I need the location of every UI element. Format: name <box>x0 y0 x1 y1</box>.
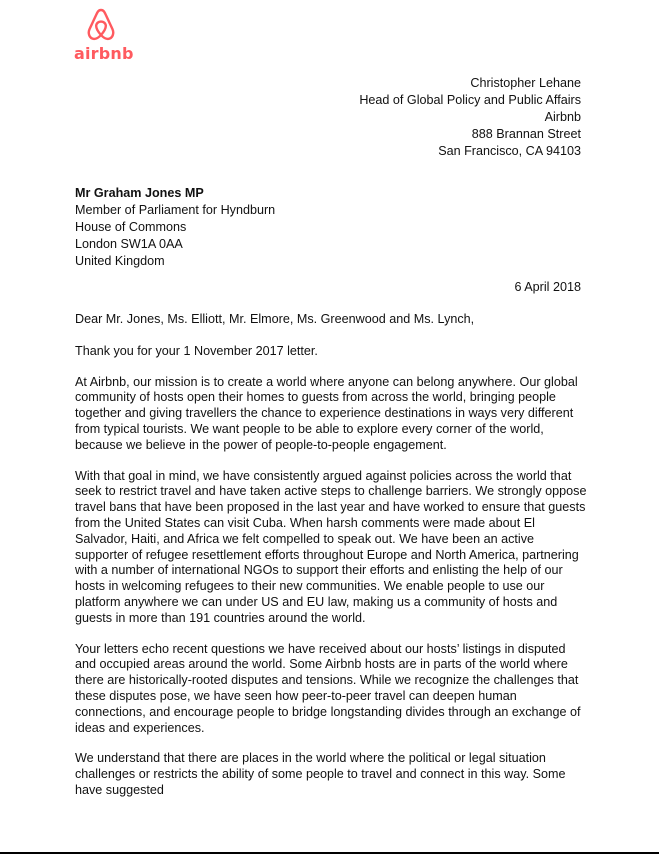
letter-date: 6 April 2018 <box>514 280 581 294</box>
recipient-name: Mr Graham Jones MP <box>75 186 204 200</box>
sender-address-block <box>359 75 581 160</box>
airbnb-belo-icon <box>86 8 116 42</box>
salutation: Dear Mr. Jones, Ms. Elliott, Mr. Elmore, Ms. Greenwood and Ms. Lynch, <box>75 312 475 326</box>
paragraph-2: At Airbnb, our mission is to create a world where anyone can belong anywhere. Our global community of hosts open their homes to guests from across the world, bringing people together and giving travellers the chance to experience destinations in ways very different from typical tourists. We want people to be able to explore every corner of the world, because we believe in the power of people-to-people engagement. <box>75 374 578 452</box>
sender-city: San Francisco, CA 94103 <box>438 144 581 158</box>
recipient-country: United Kingdom <box>75 254 165 268</box>
brand-wordmark: airbnb <box>74 44 134 63</box>
recipient-address-block <box>75 185 275 270</box>
sender-name: Christopher Lehane <box>470 76 581 90</box>
recipient-role: Member of Parliament for Hyndburn <box>75 203 276 217</box>
sender-street: 888 Brannan Street <box>471 127 581 141</box>
page-bottom-divider <box>0 852 659 854</box>
airbnb-logo <box>74 8 134 66</box>
paragraph-4: Your letters echo recent questions we have received about our hosts’ listings in disputed and occupied areas around the world. Some Airbnb hosts are in parts of the world where there are historically-rooted disputes and tensions. While we recognize the challenges that these disputes pose, we have seen how peer-to-peer travel can deepen human connections, and encourage people to bridge longstanding divides through an exchange of ideas and experiences. <box>75 641 581 735</box>
recipient-org: House of Commons <box>75 220 187 234</box>
paragraph-5: We understand that there are places in the world where the political or legal situation challenges or restricts the ability of some people to travel and connect in this way. Some have suggested <box>75 751 566 797</box>
letter-body <box>75 312 590 814</box>
sender-title: Head of Global Policy and Public Affairs <box>359 93 581 107</box>
recipient-city: London SW1A 0AA <box>75 237 183 251</box>
paragraph-1: Thank you for your 1 November 2017 letter. <box>75 343 318 358</box>
sender-company: Airbnb <box>544 110 581 124</box>
paragraph-3: With that goal in mind, we have consistently argued against policies across the world that seek to restrict travel and have taken active steps to challenge barriers. We strongly oppose travel bans that have been proposed in the last year and have worked to ensure that guests from the United States can visit Cuba. When harsh comments were made about El Salvador, Haiti, and Africa we felt compelled to speak out. We have been an active supporter of refugee resettlement efforts throughout Europe and North America, partnering with a number of international NGOs to support their efforts and enlisting the help of our hosts in welcoming refugees to their new communities. We enable people to use our platform anywhere we can under US and EU law, making us a community of hosts and guests in more than 191 countries around the world. <box>75 468 587 625</box>
